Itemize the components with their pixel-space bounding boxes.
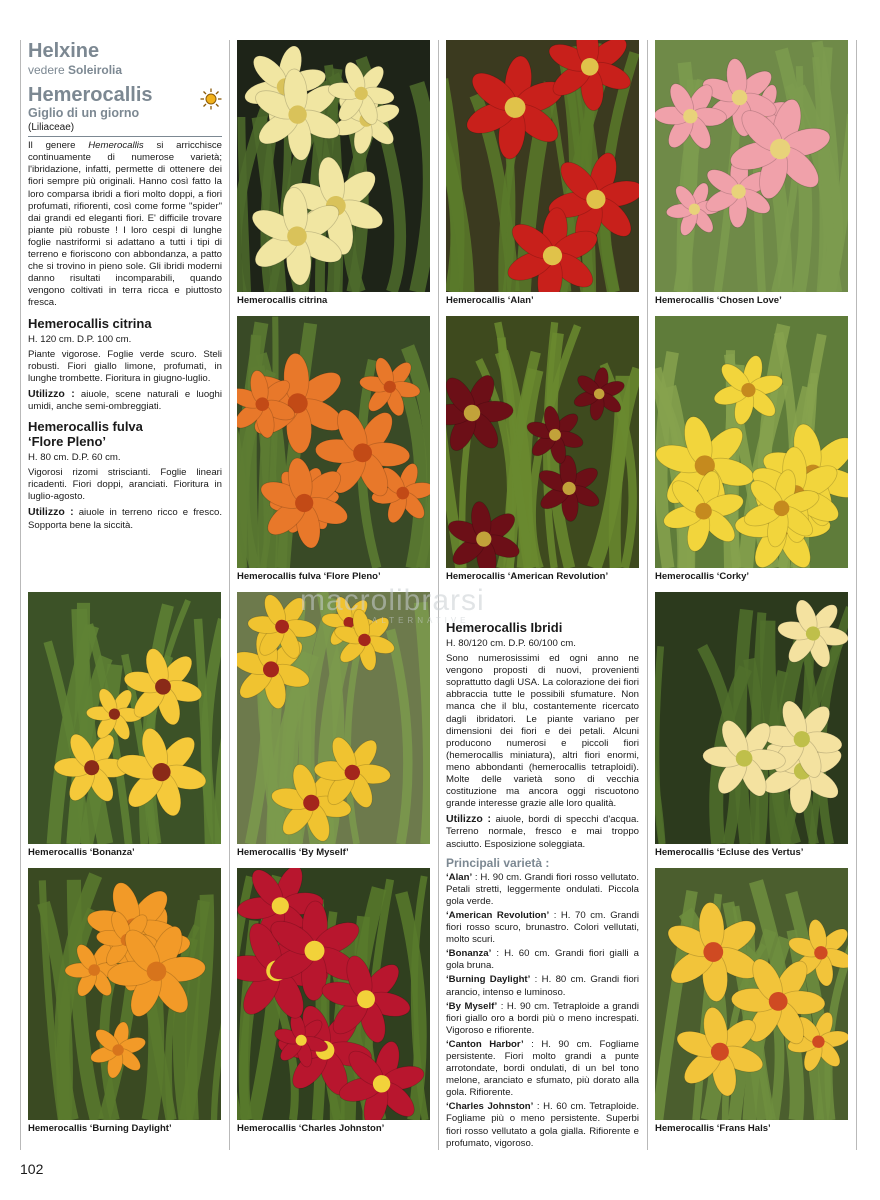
page-number: 102 [20, 1161, 44, 1177]
family-name: (Liliaceae) [28, 122, 222, 137]
variety-list [446, 872, 639, 1150]
ibridi-title: Hemerocallis Ibridi [446, 620, 563, 635]
flower-photo [237, 592, 430, 844]
column-divider [647, 40, 648, 1150]
flower-photo [446, 316, 639, 568]
photo-caption: Hemerocallis ‘Bonanza’ [28, 847, 135, 858]
see-target: Soleirolia [68, 63, 123, 77]
flower-photo [655, 40, 848, 292]
variety-text: : H. 60 cm. Grandi fiori gialli a gola bruna. [446, 948, 639, 972]
variety-item [446, 872, 639, 908]
photo-caption: Hemerocallis citrina [237, 295, 328, 306]
see-prefix: vedere [28, 63, 65, 77]
variety-item [446, 974, 639, 998]
fulva-title: Hemerocallis fulva ‘Flore Pleno’ [28, 419, 143, 450]
sun-icon [200, 88, 222, 110]
variety-name: ‘By Myself’ [446, 1000, 498, 1012]
fulva-usage: Utilizzo : aiuole in terreno ricco e fresco. Sopporta bene la siccità. [28, 506, 222, 531]
photo-caption: Hemerocallis ‘American Revolution’ [446, 571, 609, 582]
variety-text: : H. 70 cm. Grandi fiori rosso scuro, brunastro. Colori vellutati, molto scuri. [446, 909, 639, 946]
photo-caption: Hemerocallis ‘Burning Daylight’ [28, 1123, 172, 1134]
variety-text: : H. 90 cm. Tetraploide a grandi fiori giallo oro a bordi più o meno increspati. Vigoroso e rifiorente. [446, 1000, 639, 1036]
photo-caption: Hemerocallis ‘Charles Johnston’ [237, 1123, 385, 1134]
variety-name: ‘Burning Daylight’ [446, 974, 531, 986]
column-divider [20, 40, 21, 1150]
hemerocallis-title: Hemerocallis [28, 84, 153, 107]
variety-name: ‘Canton Harbor’ [446, 1038, 524, 1050]
variety-name: ‘Alan’ [446, 871, 473, 883]
photo-caption: Hemerocallis ‘Ecluse des Vertus’ [655, 847, 804, 858]
ibridi-dimensions: H. 80/120 cm. D.P. 60/100 cm. [446, 638, 576, 649]
variety-name: ‘American Revolution’ [446, 909, 550, 921]
photo-caption: Hemerocallis ‘Alan’ [446, 295, 534, 306]
fulva-dimensions: H. 80 cm. D.P. 60 cm. [28, 452, 121, 464]
ibridi-usage: Utilizzo : aiuole, bordi di specchi d'acqua. Terreno normale, fresco e mai troppo asciutto. Esposizione soleggiata. [446, 813, 639, 850]
flower-photo [655, 316, 848, 568]
photo-caption: Hemerocallis ‘Chosen Love’ [655, 295, 782, 306]
variety-name: ‘Bonanza’ [446, 948, 492, 960]
ibridi-text-block [446, 620, 639, 1150]
common-name: Giglio di un giorno [28, 106, 140, 121]
flower-photo [28, 868, 221, 1120]
column-divider [856, 40, 857, 1150]
helxine-title: Helxine [28, 40, 100, 62]
citrina-description: Piante vigorose. Foglie verde scuro. Steli robusti. Fiori giallo limone, profumati, in lunghe trombette. Fioritura in giugno-luglio. [28, 348, 222, 384]
variety-name: ‘Charles Johnston’ [446, 1101, 534, 1113]
variety-text: : H. 90 cm. Fogliame persistente. Fiori molto grandi a punte arrotondate, bordi ondulati, di un bel tono melone, aranciato e sfumato, più dorato alla gola. Rifiorente. [446, 1038, 639, 1099]
variety-item [446, 1101, 639, 1149]
flower-photo [237, 40, 430, 292]
variety-item [446, 948, 639, 972]
photo-caption: Hemerocallis fulva ‘Flore Pleno’ [237, 571, 381, 582]
flower-photo [237, 316, 430, 568]
variety-text: : H. 60 cm. Tetraploide. Fogliame più o meno persistente. Superbi fiori rosso vellutato a gola gialla. Rifiorente e profumato, vigoroso. [446, 1101, 640, 1149]
varieties-title: Principali varietà : [446, 855, 550, 870]
citrina-dimensions: H. 120 cm. D.P. 100 cm. [28, 333, 132, 345]
intro-paragraph: Il genere Hemerocallis si arricchisce continuamente di numerose varietà; l'ibridazione, infatti, permette di ottenere dei fiori sempre più originali. Hanno così fatto la loro comparsa ibridi a fiori molto doppi, a fiori profumati, rifiorenti, così come forme "spider" dai grandi ed eleganti fiori. E' difficile trovare piante più robuste ! I loro cespi di lunghe foglie nastriformi si adattano a tutti i tipi di terreno e fioriscono con abbondanza, a patto che si trovino in pieno sole. Gli ibridi moderni danno risultati incomparabili, quando vengono coltivati in terra ricca e piuttosto fresca. [28, 140, 222, 309]
variety-text: : H. 90 cm. Grandi fiori rosso vellutato. Petali stretti, leggermente ondulati. Piccola gola verde. [446, 871, 639, 907]
variety-text: : H. 80 cm. Grandi fiori arancio, intenso e luminoso. [446, 974, 639, 998]
variety-item [446, 1001, 639, 1037]
photo-caption: Hemerocallis ‘By Myself’ [237, 847, 349, 858]
photo-caption: Hemerocallis ‘Corky’ [655, 571, 749, 582]
flower-photo [655, 592, 848, 844]
flower-photo [237, 868, 430, 1120]
variety-item [446, 1039, 639, 1099]
flower-photo [655, 868, 848, 1120]
watermark: macrolibrarsi ALTERNATIVE [300, 584, 485, 625]
citrina-title: Hemerocallis citrina [28, 315, 152, 331]
variety-item [446, 910, 639, 946]
citrina-usage: Utilizzo : aiuole, scene naturali e luoghi umidi, anche semi-ombreggiati. [28, 387, 222, 412]
photo-caption: Hemerocallis ‘Frans Hals’ [655, 1123, 771, 1134]
left-text-column [28, 40, 222, 532]
flower-photo [28, 592, 221, 844]
helxine-see-reference [28, 64, 222, 76]
ibridi-description: Sono numerosissimi ed ogni anno ne vengono proposti di nuovi, provenienti soprattutto dagli USA. La colorazione dei fiori abbraccia tutte le possibili sfumature. Non manca che il blu, costantemente ricercato dagli ibridatori. Le piante variano per dimensioni dei fiori e dei petali. Alcuni producono numerosi e piccoli fiori (hemerocallis miniatura), altri fiori enormi, meno abbondanti (hemerocallis tetraploidi). Molte delle varietà sono di vecchia costituzione ma ancora oggi riscuotono grande interesse grazie alle loro qualità. [446, 653, 639, 810]
column-divider [229, 40, 230, 1150]
fulva-description: Vigorosi rizomi striscianti. Foglie lineari ricadenti. Fiori doppi, aranciati. Fioritura in luglio-agosto. [28, 467, 222, 503]
flower-photo [446, 40, 639, 292]
